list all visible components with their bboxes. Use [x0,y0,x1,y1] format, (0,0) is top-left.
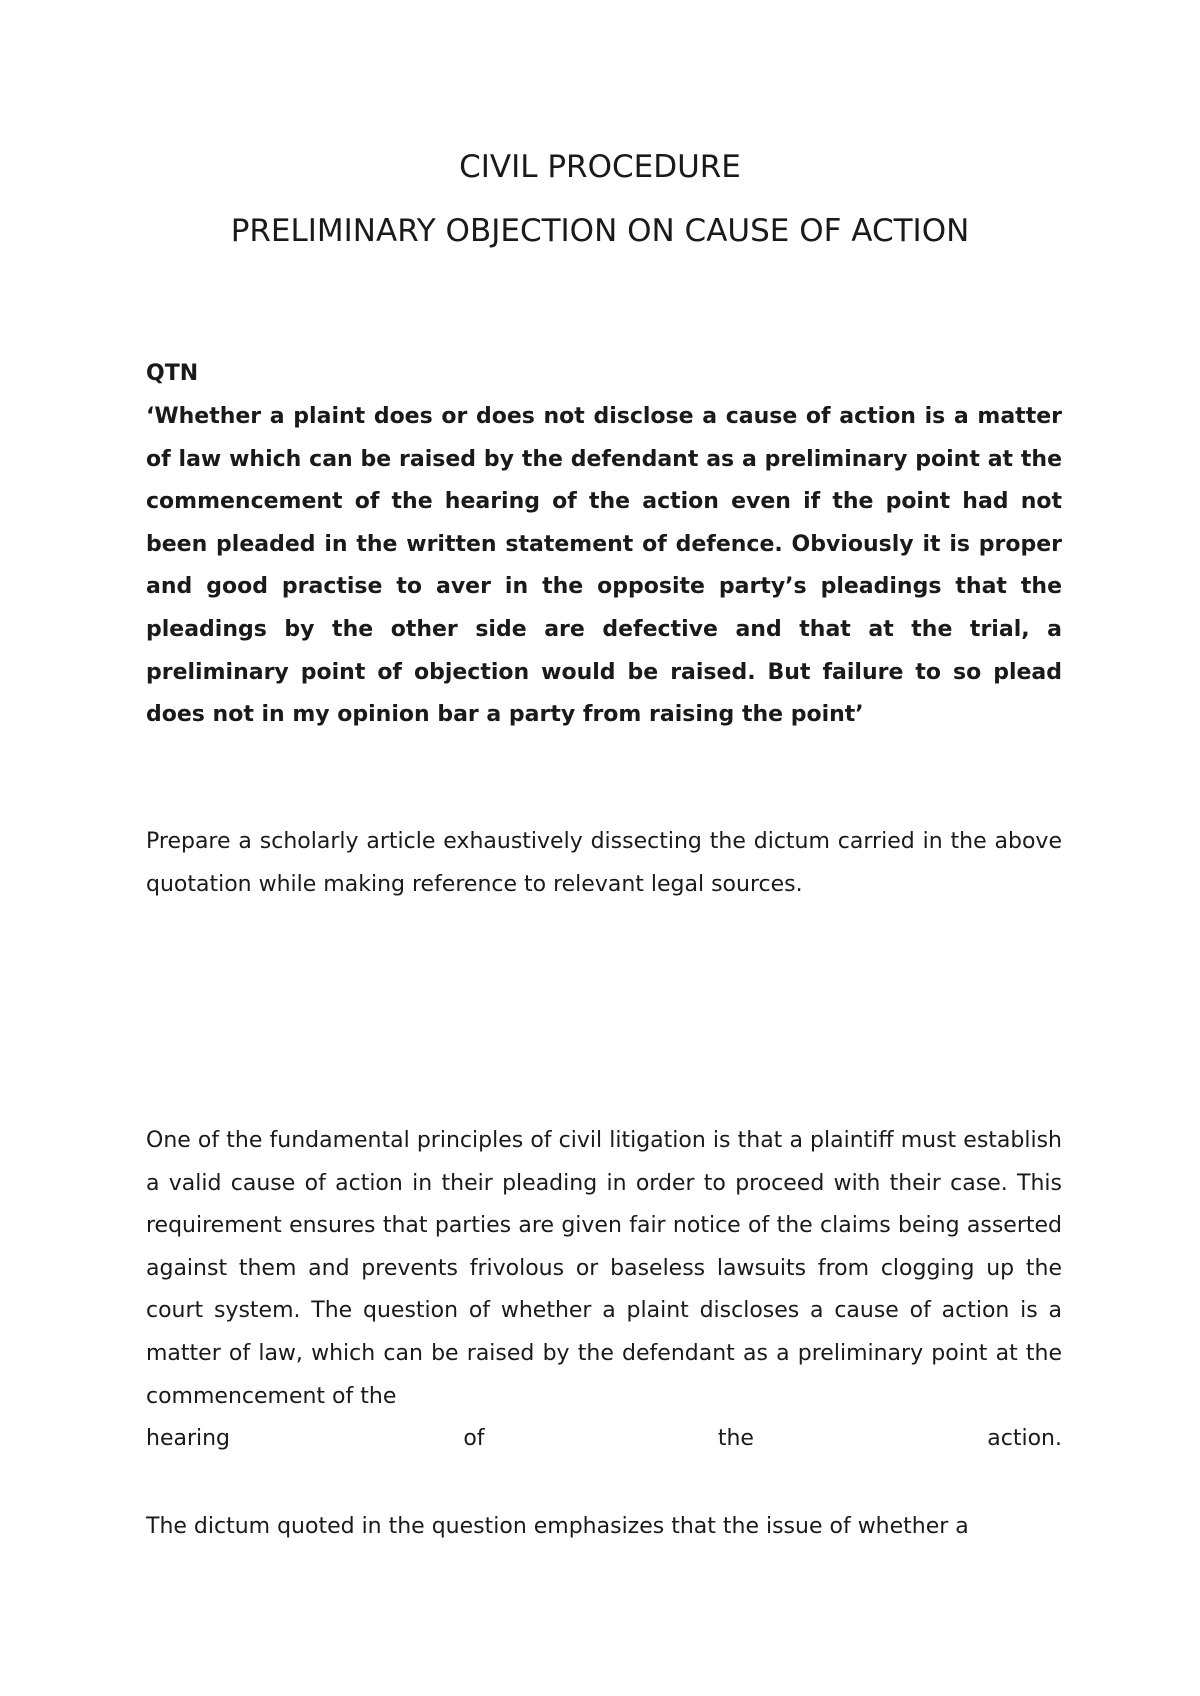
document-subtitle: PRELIMINARY OBJECTION ON CAUSE OF ACTION [230,213,970,249]
body-paragraph-1-text: One of the fundamental principles of civil litigation is that a plaintiff must establish a valid cause of action in their pleading in order to proceed with their case. This requirement ensures that parties are given fair notice of the claims being asserted against them and prevents frivolous or baseless lawsuits from clogging up the court system. The question of whether a plaint discloses a cause of action is a matter of law, which can be raised by the defendant as a preliminary point at the commencement of the [146,1128,1062,1409]
body-paragraph-1 [146,1120,1062,1461]
last-line-word: of [463,1426,485,1452]
body-paragraph-1-last-line [146,1418,1062,1461]
question-quote: ‘Whether a plaint does or does not disclose a cause of action is a matter of law which can be raised by the defendant as a preliminary point at the commencement of the hearing of the action even if the point had not been pleaded in the written statement of defence. Obviously it is proper and good practise to aver in the opposite party’s pleadings that the pleadings by the other side are defective and that at the trial, a preliminary point of objection would be raised. But failure to so plead does not in my opinion bar a party from raising the point’ [146,404,1062,728]
last-line-word: hearing [146,1426,231,1452]
body-paragraph-2: The dictum quoted in the question emphasizes that the issue of whether a [146,1514,969,1539]
document-title: CIVIL PROCEDURE [459,149,741,185]
last-line-word: action. [987,1426,1062,1452]
question-label: QTN [146,361,199,386]
question-instruction: Prepare a scholarly article exhaustively dissecting the dictum carried in the above quotation while making reference to relevant legal sources. [146,829,1062,897]
last-line-word: the [717,1426,754,1452]
